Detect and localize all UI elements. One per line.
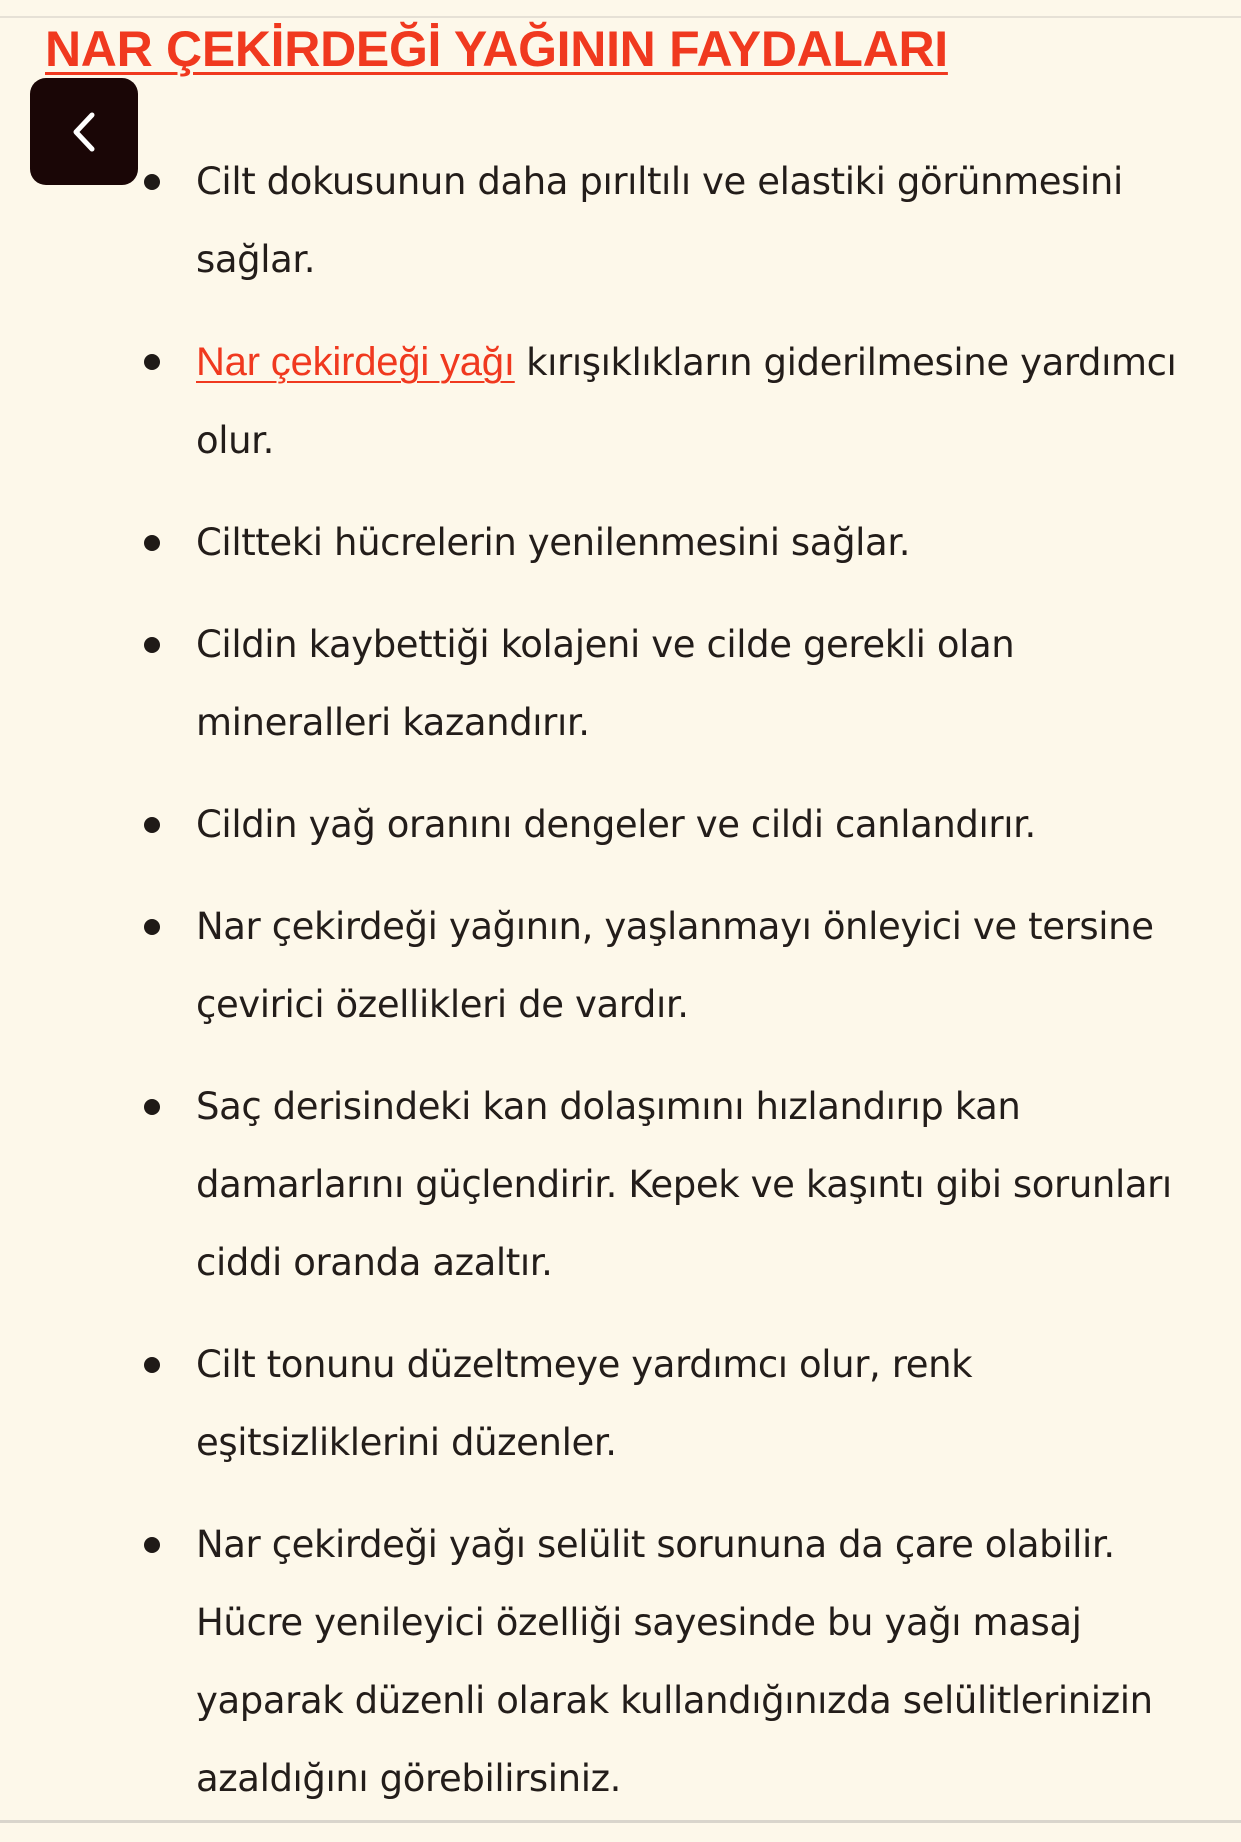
- list-item-text: Cildin kaybettiği kolajeni ve cilde gerekli olan mineralleri kazandırır.: [196, 623, 1015, 744]
- list-item: [196, 888, 1206, 1044]
- list-item-text: Saç derisindeki kan dolaşımını hızlandırıp kan damarlarını güçlendirir. Kepek ve kaşıntı gibi sorunları ciddi oranda azaltır.: [196, 1085, 1172, 1284]
- bullet-icon: [144, 354, 160, 370]
- bullet-icon: [144, 1357, 160, 1373]
- list-item: [196, 143, 1206, 299]
- list-item-text: Cilt dokusunun daha pırıltılı ve elastiki görünmesini sağlar.: [196, 160, 1123, 281]
- list-item-text: Cildin yağ oranını dengeler ve cildi canlandırır.: [196, 803, 1036, 846]
- list-item-text: Nar çekirdeği yağının, yaşlanmayı önleyici ve tersine çevirici özellikleri de vardır.: [196, 905, 1154, 1026]
- bullet-icon: [144, 535, 160, 551]
- list-item-text: kırışıklıkların giderilmesine yardımcı olur.: [196, 341, 1177, 462]
- list-item: [196, 606, 1206, 762]
- bullet-icon: [144, 919, 160, 935]
- list-item: [196, 786, 1206, 864]
- benefits-list: [196, 143, 1206, 1842]
- bullet-icon: [144, 637, 160, 653]
- bullet-icon: [144, 174, 160, 190]
- bullet-icon: [144, 1099, 160, 1115]
- list-item: [196, 1068, 1206, 1302]
- list-item-text: Nar çekirdeği yağı selülit sorununa da çare olabilir. Hücre yenileyici özelliği sayesinde bu yağı masaj yaparak düzenli olarak kullandığınızda selülitlerinizin azaldığını görebilirsiniz.: [196, 1523, 1153, 1800]
- bullet-icon: [144, 817, 160, 833]
- list-item: [196, 323, 1206, 480]
- page-title[interactable]: NAR ÇEKİRDEĞİ YAĞININ FAYDALARI: [45, 21, 948, 77]
- nar-cekirdegi-yagi-link[interactable]: Nar çekirdeği yağı: [196, 340, 515, 384]
- bullet-icon: [144, 1537, 160, 1553]
- list-item: [196, 1506, 1206, 1818]
- list-item-text: Cilt tonunu düzeltmeye yardımcı olur, renk eşitsizliklerini düzenler.: [196, 1343, 973, 1464]
- back-button[interactable]: [30, 78, 138, 185]
- list-item-text: Ciltteki hücrelerin yenilenmesini sağlar.: [196, 521, 911, 564]
- bottom-divider: [0, 1820, 1241, 1823]
- list-item: [196, 1326, 1206, 1482]
- chevron-left-icon: [64, 107, 104, 157]
- list-item: [196, 504, 1206, 582]
